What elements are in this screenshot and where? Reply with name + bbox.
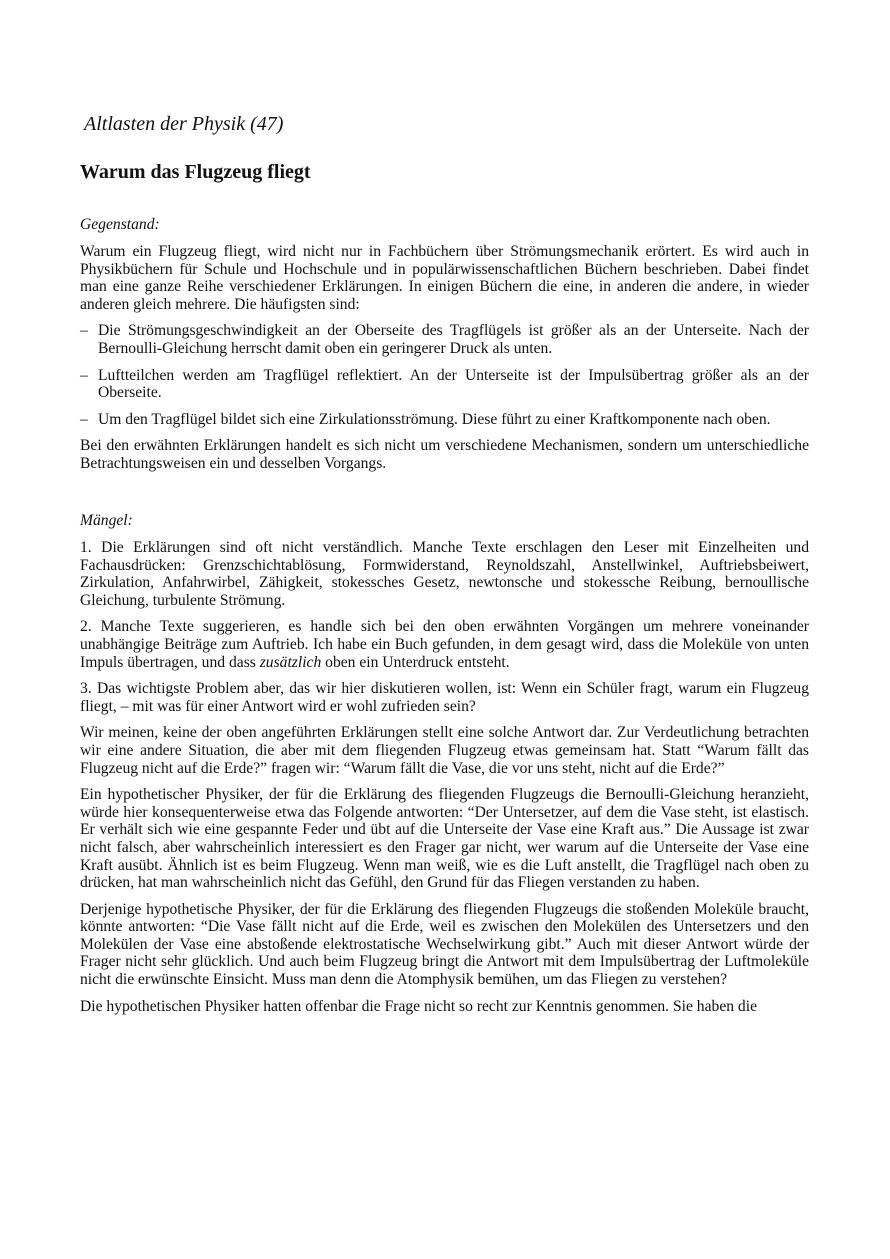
section-body-gegenstand — [80, 243, 809, 482]
maengel-paragraph-2-text: 2. Manche Texte suggerieren, es handle sich bei den oben erwähnten Vorgängen um mehrere voneinander unabhängige Beiträge zum Auftrieb. Ich habe ein Buch gefunden, in dem gesagt wird, dass die Moleküle von unten Impuls übertragen, und dass — [80, 618, 809, 671]
maengel-paragraph-1: 1. Die Erklärungen sind oft nicht verständlich. Manche Texte erschlagen den Leser mit Einzelheiten und Fachausdrücken: Grenzschichtablösung, Formwiderstand, Reynoldszahl, Anstellwinkel, Auftriebsbeiwert, Zirkulation, Anfahrwirbel, Zähigkeit, stokessches Gesetz, newtonsche und stokessche Reibung, bernoullische Gleichung, turbulente Strömung. — [80, 539, 809, 609]
maengel-paragraph-7: Die hypothetischen Physiker hatten offenbar die Frage nicht so recht zur Kenntnis genommen. Sie haben die — [80, 997, 757, 1015]
gegenstand-intro: Warum ein Flugzeug fliegt, wird nicht nur in Fachbüchern über Strömungsmechanik erörtert. Es wird auch in Physikbüchern für Schule und Hochschule und in populärwissenschaftlichen Büchern beschrieben. Dabei findet man eine ganze Reihe verschiedener Erklärungen. In einigen Büchern die eine, in anderen die andere, in wieder anderen gleich mehrere. Die häufigsten sind: — [80, 243, 809, 313]
explanation-text: Um den Tragflügel bildet sich eine Zirkulationsströmung. Diese führt zu einer Kraftkomponente nach oben. — [98, 410, 771, 428]
maengel-paragraph-3: 3. Das wichtigste Problem aber, das wir hier diskutieren wollen, ist: Wenn ein Schüler fragt, warum ein Flugzeug fliegt, – mit was für einer Antwort wird er wohl zufrieden sein? — [80, 680, 809, 715]
section-heading-maengel: Mängel: — [80, 512, 133, 529]
maengel-paragraph-5: Ein hypothetischer Physiker, der für die Erklärung des fliegenden Flugzeugs die Bernoulli-Gleichung heranzieht, würde hier konsequenterweise etwa das Folgende antworten: “Der Untersetzer, auf dem die Vase steht, ist elastisch. Er verhält sich wie eine gespannte Feder und übt auf die Unterseite der Vase eine Kraft aus.” Die Aussage ist zwar nicht falsch, aber wahrscheinlich interessiert es den Frager gar nicht, wer warum auf die Unterseite der Vase eine Kraft ausübt. Ähnlich ist es beim Flugzeug. Wenn man weiß, wie es die Luft anstellt, die Tragflügel nach oben zu drücken, hat man wahrscheinlich nicht das Gefühl, den Grund für das Fliegen verstanden zu haben. — [80, 786, 809, 892]
bullet-dash: – — [80, 322, 88, 340]
explanation-text: Die Strömungsgeschwindigkeit an der Oberseite des Tragflügels ist größer als an der Unterseite. Nach der Bernoulli-Gleichung herrscht damit oben ein geringerer Druck als unten. — [98, 322, 809, 357]
explanation-text: Luftteilchen werden am Tragflügel reflektiert. An der Unterseite ist der Impulsübertrag größer als an der Oberseite. — [98, 366, 809, 402]
maengel-paragraph-2 — [80, 618, 809, 671]
maengel-paragraph-6: Derjenige hypothetische Physiker, der für die Erklärung des fliegenden Flugzeugs die stoßenden Moleküle braucht, könnte antworten: “Die Vase fällt nicht auf die Erde, weil es zwischen den Molekülen des Untersetzers und den Molekülen der Vase eine abstoßende elektrostatische Wechselwirkung gibt.” Auch mit dieser Antwort würde der Frager nicht sehr glücklich. Und auch beim Flugzeug bringt die Antwort mit dem Impulsübertrag der Luftmoleküle nicht die erwünschte Einsicht. Muss man denn die Atomphysik bemühen, um das Fliegen zu verstehen? — [80, 900, 809, 989]
gegenstand-closing: Bei den erwähnten Erklärungen handelt es sich nicht um verschiedene Mechanismen, sondern um unterschiedliche Betrachtungsweisen ein und desselben Vorgangs. — [80, 437, 809, 472]
maengel-paragraph-2-tail: oben ein Unterdruck entsteht. — [321, 653, 510, 671]
explanation-item — [80, 322, 809, 357]
explanation-item — [80, 411, 809, 429]
section-body-maengel — [80, 539, 809, 1024]
bullet-dash: – — [80, 410, 88, 428]
article-title: Warum das Flugzeug fliegt — [80, 161, 311, 183]
series-title: Altlasten der Physik (47) — [84, 113, 284, 135]
emphasis-zusaetzlich: zusätzlich — [259, 653, 322, 671]
maengel-paragraph-4: Wir meinen, keine der oben angeführten Erklärungen stellt eine solche Antwort dar. Zur Verdeutlichung betrachten wir eine andere Situation, die aber mit dem fliegenden Flugzeug etwas gemeinsam hat. Statt “Warum fällt das Flugzeug nicht auf die Erde?” fragen wir: “Warum fällt die Vase, die vor uns steht, nicht auf die Erde?” — [80, 724, 809, 777]
section-heading-gegenstand: Gegenstand: — [80, 216, 160, 233]
explanation-item — [80, 367, 809, 402]
explanation-list — [80, 322, 809, 428]
bullet-dash: – — [80, 366, 88, 384]
